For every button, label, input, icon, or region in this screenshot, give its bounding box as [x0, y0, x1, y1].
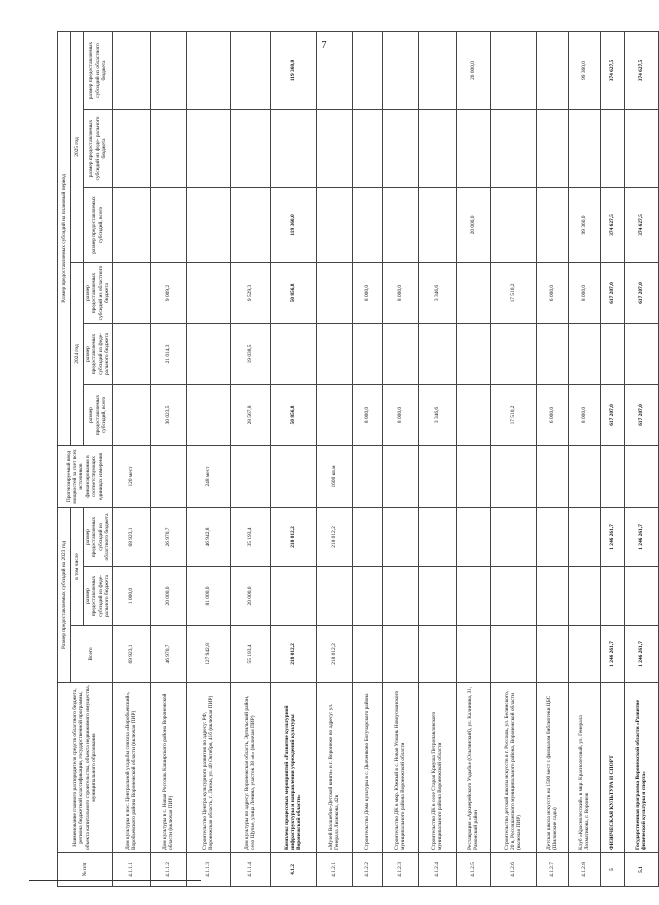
cell-reg-2024 [186, 262, 230, 323]
cell-reg-2024: 3 346,6 [418, 262, 456, 323]
cell-capacity [568, 445, 600, 507]
cell-row-number: 4.1.1.4 [230, 853, 270, 887]
cell-fed-2025 [352, 109, 382, 187]
cell-total-2023: 127 942,8 [186, 626, 230, 683]
cell-row-name: Дом культуры в с. Новая Россошь Каширского района Воронежской области (включая ПИР) [150, 683, 186, 853]
cell-fed-2025 [624, 109, 658, 187]
header-total-2025: размер предоставляемых субсидий, всего [84, 187, 113, 262]
cell-fed-2024 [352, 323, 382, 384]
cell-fed-2024 [112, 323, 150, 384]
cell-fed-2023 [456, 567, 490, 626]
cell-total-2023 [568, 626, 600, 683]
cell-fed-2023 [600, 567, 624, 626]
cell-fed-2025 [316, 109, 352, 187]
cell-fed-2023 [418, 567, 456, 626]
cell-fed-2024: 21 014,3 [150, 323, 186, 384]
cell-fed-2025 [186, 109, 230, 187]
cell-capacity [624, 445, 658, 507]
cell-row-number: 4.1.1.3 [186, 853, 230, 887]
cell-reg-2025 [186, 31, 230, 109]
cell-capacity [456, 445, 490, 507]
cell-reg-2024: 9 009,2 [150, 262, 186, 323]
cell-fed-2024: 19 038,5 [230, 323, 270, 384]
cell-total-2025: 20 000,0 [456, 187, 490, 262]
cell-reg-2024: 50 856,8 [270, 262, 316, 323]
cell-total-2024: 617 207,0 [600, 384, 624, 445]
table-row [418, 31, 456, 886]
cell-fed-2024 [536, 323, 568, 384]
cell-total-2024: 28 567,8 [230, 384, 270, 445]
cell-total-2023: 1 246 261,7 [624, 626, 658, 683]
header-amount-2023: Размер предоставляемых субсидий на 2023 год [58, 507, 71, 682]
cell-fed-2025 [112, 109, 150, 187]
cell-reg-2025 [230, 31, 270, 109]
cell-reg-2024: 617 207,0 [624, 262, 658, 323]
header-incl: в том числе [71, 507, 84, 625]
cell-row-name: Государственная программа Воронежской области «Развитие физической культуры и спорта» [624, 683, 658, 853]
table-row [490, 31, 536, 886]
subsidy-table [57, 31, 659, 887]
cell-fed-2025 [490, 109, 536, 187]
cell-reg-2024: 17 510,2 [490, 262, 536, 323]
cell-reg-2025: 374 627,5 [624, 31, 658, 109]
cell-total-2024 [112, 384, 150, 445]
cell-row-name: Строительство ДК в мкр. Южный в с. Новая Усмань Новоусманского муниципального района Воронежской области [382, 683, 418, 853]
header-reg-2024: размер предоставляемых субсидий из областного бюджета [84, 262, 113, 323]
cell-reg-2024: 617 207,0 [600, 262, 624, 323]
cell-capacity [352, 445, 382, 507]
cell-fed-2025 [270, 109, 316, 187]
header-fed-2023: размер предоставляемых субсидий из феде- рального бюджета [84, 567, 113, 626]
cell-fed-2023 [624, 567, 658, 626]
cell-total-2023: 218 012,2 [270, 626, 316, 683]
cell-row-number: 4.1.2 [270, 853, 316, 887]
cell-total-2024 [316, 384, 352, 445]
cell-total-2025 [490, 187, 536, 262]
cell-fed-2023 [316, 567, 352, 626]
cell-row-number: 5.1 [624, 853, 658, 887]
cell-fed-2023: 1 000,0 [112, 567, 150, 626]
table-row [536, 31, 568, 886]
header-name: Наименование главного распорядителя средств областного бюджета, региона бюджетной классификации, государственной программы, объекта капитального строительства, объекта недвижимого имущества, муниципального образования [58, 683, 113, 853]
cell-fed-2024 [456, 323, 490, 384]
cell-row-number: 4.1.2.2 [352, 853, 382, 887]
cell-fed-2024 [316, 323, 352, 384]
table-row [112, 31, 150, 886]
cell-row-name: Детская школа искусств на 1500 мест с филиалом библиотеки ЦБС (Шиловские сады) [536, 683, 568, 853]
cell-reg-2023: 218 012,2 [316, 507, 352, 566]
cell-reg-2025: 20 000,0 [456, 31, 490, 109]
cell-fed-2023 [270, 567, 316, 626]
cell-total-2023 [536, 626, 568, 683]
cell-reg-2023 [490, 507, 536, 566]
cell-total-2025 [230, 187, 270, 262]
cell-row-name: Дом культуры в пос. Центральной усадьбы совхоза «Воробьевский», Воробьевского района Воронежской области (включая ПИР) [112, 683, 150, 853]
cell-capacity [150, 445, 186, 507]
cell-capacity [490, 445, 536, 507]
table-row [230, 31, 270, 886]
cell-row-name: Комплекс процессных мероприятий «Развитие культурной инфраструктуры и направления учреждений культуры Воронежской области» [270, 683, 316, 853]
cell-total-2023: 218 012,2 [316, 626, 352, 683]
cell-row-number: 4.1.2.4 [418, 853, 456, 887]
table-row [600, 31, 624, 886]
cell-total-2023 [352, 626, 382, 683]
cell-reg-2025 [382, 31, 418, 109]
cell-reg-2023: 46 942,8 [186, 507, 230, 566]
cell-row-name: Дом культуры по адресу: Воронежская область, Эртильский район, село Щучье, улица Ленина, участок 38 «в» (включая ПИР) [230, 683, 270, 853]
cell-total-2024: 3 346,6 [418, 384, 456, 445]
cell-reg-2025 [536, 31, 568, 109]
cell-reg-2025 [112, 31, 150, 109]
cell-row-number: 4.1.2.1 [316, 853, 352, 887]
cell-total-2024: 8 000,0 [568, 384, 600, 445]
cell-capacity [382, 445, 418, 507]
cell-reg-2023: 1 246 261,7 [600, 507, 624, 566]
cell-row-number: 4.1.1.1 [112, 853, 150, 887]
page-number: 7 [321, 40, 327, 51]
cell-total-2023 [456, 626, 490, 683]
header-total-2024: размер предоставляемых субсидий, всего [84, 384, 113, 445]
cell-fed-2024 [568, 323, 600, 384]
cell-reg-2023: 1 246 261,7 [624, 507, 658, 566]
cell-capacity [418, 445, 456, 507]
cell-total-2024 [456, 384, 490, 445]
cell-total-2025: 374 627,5 [600, 187, 624, 262]
cell-reg-2025: 99 360,0 [568, 31, 600, 109]
cell-row-name: Строительство ДК в селе Старая Криуша Петропавловского муниципального района Воронежской области [418, 683, 456, 853]
cell-reg-2024 [316, 262, 352, 323]
table-row [624, 31, 658, 886]
cell-total-2025: 99 360,0 [568, 187, 600, 262]
cell-total-2025: 374 627,5 [624, 187, 658, 262]
cell-total-2024: 8 000,0 [382, 384, 418, 445]
cell-total-2023: 46 970,7 [150, 626, 186, 683]
cell-total-2024: 50 856,8 [270, 384, 316, 445]
cell-row-number: 4.1.1.2 [150, 853, 186, 887]
cell-fed-2025 [600, 109, 624, 187]
cell-capacity: 1600 кв.м [316, 445, 352, 507]
table-row [316, 31, 352, 886]
cell-total-2024: 17 510,2 [490, 384, 536, 445]
cell-fed-2023 [536, 567, 568, 626]
header-total: Всего [71, 626, 113, 683]
cell-capacity: 120 мест [112, 445, 150, 507]
cell-capacity [230, 445, 270, 507]
cell-fed-2023: 20 000,0 [230, 567, 270, 626]
cell-fed-2023 [490, 567, 536, 626]
cell-total-2025 [352, 187, 382, 262]
cell-fed-2023 [568, 567, 600, 626]
cell-fed-2025 [418, 109, 456, 187]
cell-reg-2023 [352, 507, 382, 566]
cell-total-2025 [186, 187, 230, 262]
header-num: № п/п [58, 853, 113, 887]
cell-fed-2024 [270, 323, 316, 384]
cell-reg-2023: 68 923,1 [112, 507, 150, 566]
cell-total-2024: 30 023,5 [150, 384, 186, 445]
cell-reg-2024: 9 529,3 [230, 262, 270, 323]
cell-reg-2024: 8 000,0 [352, 262, 382, 323]
header-reg-2025: размер предоставляемых субсидий из областного бюджета [84, 31, 113, 109]
table-row [568, 31, 600, 886]
cell-reg-2023: 35 193,4 [230, 507, 270, 566]
header-fed-2024: размер предоставляемых субсидий из феде- рального бюджета [84, 323, 113, 384]
cell-capacity: 248 мест [186, 445, 230, 507]
rotated-table-frame [57, 32, 648, 887]
cell-total-2025 [382, 187, 418, 262]
cell-reg-2024: 8 000,0 [568, 262, 600, 323]
cell-row-number: 4.1.2.8 [568, 853, 600, 887]
header-fed-2025: размер предоставляемых субсидий из феде- рального бюджета [84, 109, 113, 187]
cell-reg-2023 [456, 507, 490, 566]
header-reg-2023: размер предоставляемых субсидий из областного бюджета [84, 507, 113, 566]
cell-fed-2025 [150, 109, 186, 187]
cell-reg-2023 [536, 507, 568, 566]
cell-row-number: 4.1.2.3 [382, 853, 418, 887]
cell-total-2025 [418, 187, 456, 262]
cell-total-2023: 69 923,1 [112, 626, 150, 683]
cell-total-2025 [150, 187, 186, 262]
cell-capacity [600, 445, 624, 507]
table-body [112, 31, 658, 886]
cell-fed-2023: 81 000,0 [186, 567, 230, 626]
cell-row-name: Реставрация «Архиерейского Уздыбье (Ольгинский), ул. Калинина, 31, Рамонский район [456, 683, 490, 853]
cell-fed-2023: 20 000,0 [150, 567, 186, 626]
cell-fed-2024 [600, 323, 624, 384]
cell-row-name: ФИЗИЧЕСКАЯ КУЛЬТУРА И СПОРТ [600, 683, 624, 853]
table-row [150, 31, 186, 886]
cell-fed-2024 [624, 323, 658, 384]
cell-reg-2025: 374 627,5 [600, 31, 624, 109]
cell-total-2023 [382, 626, 418, 683]
cell-total-2023 [418, 626, 456, 683]
cell-row-number: 4.1.2.6 [490, 853, 536, 887]
cell-reg-2025 [316, 31, 352, 109]
cell-total-2024: 617 207,0 [624, 384, 658, 445]
cell-reg-2025 [352, 31, 382, 109]
cell-fed-2023 [382, 567, 418, 626]
cell-total-2024: 8 000,0 [352, 384, 382, 445]
cell-reg-2024: 8 000,0 [382, 262, 418, 323]
cell-fed-2023 [352, 567, 382, 626]
cell-total-2025 [536, 187, 568, 262]
cell-row-number: 4.1.2.7 [536, 853, 568, 887]
cell-fed-2025 [456, 109, 490, 187]
table-row [382, 31, 418, 886]
cell-row-name: Строительство Дома культуры в с. Дьяченково Богучарского района [352, 683, 382, 853]
cell-row-number: 5 [600, 853, 624, 887]
cell-reg-2025: 119 360,0 [270, 31, 316, 109]
cell-total-2023 [490, 626, 536, 683]
cell-reg-2024 [112, 262, 150, 323]
cell-total-2025: 119 360,0 [270, 187, 316, 262]
cell-total-2023: 55 193,4 [230, 626, 270, 683]
cell-total-2024: 6 000,0 [536, 384, 568, 445]
cell-reg-2024 [456, 262, 490, 323]
table-row [270, 31, 316, 886]
cell-fed-2024 [490, 323, 536, 384]
cell-reg-2023 [382, 507, 418, 566]
cell-fed-2024 [186, 323, 230, 384]
header-2025: 2025 год [71, 31, 84, 262]
cell-row-name: «Музей Волшебно-Детской книги» в г. Воронеже по адресу: ул. Генерала Лизюкова, 42в [316, 683, 352, 853]
cell-total-2025 [112, 187, 150, 262]
cell-row-number: 4.1.2.5 [456, 853, 490, 887]
cell-fed-2025 [382, 109, 418, 187]
cell-total-2024 [186, 384, 230, 445]
cell-reg-2023 [568, 507, 600, 566]
header-capacity: Прогнозируемый ввод мощностей за счет всех источников финансирования в соответствующих единицах измерения [58, 445, 113, 507]
cell-reg-2025 [150, 31, 186, 109]
cell-total-2025 [316, 187, 352, 262]
cell-row-name: Строительство Центра культурного развития по адресу: РФ, Воронежская область, г. Лиски, ул. 40 Октября, 41б (включая ПИР) [186, 683, 230, 853]
cell-row-name: Клуб «Краснолесский» в мкр. Краснолесный, ул. Генерала Лохматикова, г. Воронеж [568, 683, 600, 853]
cell-row-name: Строительство детской школы искусств в г. Россошь, ул. Белинского, 20 в, Россошанского муниципального района, Воронежской области (включая ПИР) [490, 683, 536, 853]
cell-reg-2024: 6 000,0 [536, 262, 568, 323]
cell-reg-2023: 26 970,7 [150, 507, 186, 566]
header-2024: 2024 год [71, 262, 84, 445]
cell-total-2023: 1 246 261,7 [600, 626, 624, 683]
cell-fed-2024 [382, 323, 418, 384]
table-row [456, 31, 490, 886]
footnote-divider [29, 880, 201, 881]
header-planned: Размер предоставляемых субсидий на плановый период [58, 31, 71, 445]
cell-capacity [270, 445, 316, 507]
table-row [352, 31, 382, 886]
cell-reg-2025 [418, 31, 456, 109]
cell-reg-2023: 218 012,2 [270, 507, 316, 566]
cell-reg-2025 [490, 31, 536, 109]
cell-reg-2023 [418, 507, 456, 566]
table-row [186, 31, 230, 886]
cell-fed-2024 [418, 323, 456, 384]
cell-fed-2025 [568, 109, 600, 187]
cell-fed-2025 [230, 109, 270, 187]
cell-fed-2025 [536, 109, 568, 187]
cell-capacity [536, 445, 568, 507]
